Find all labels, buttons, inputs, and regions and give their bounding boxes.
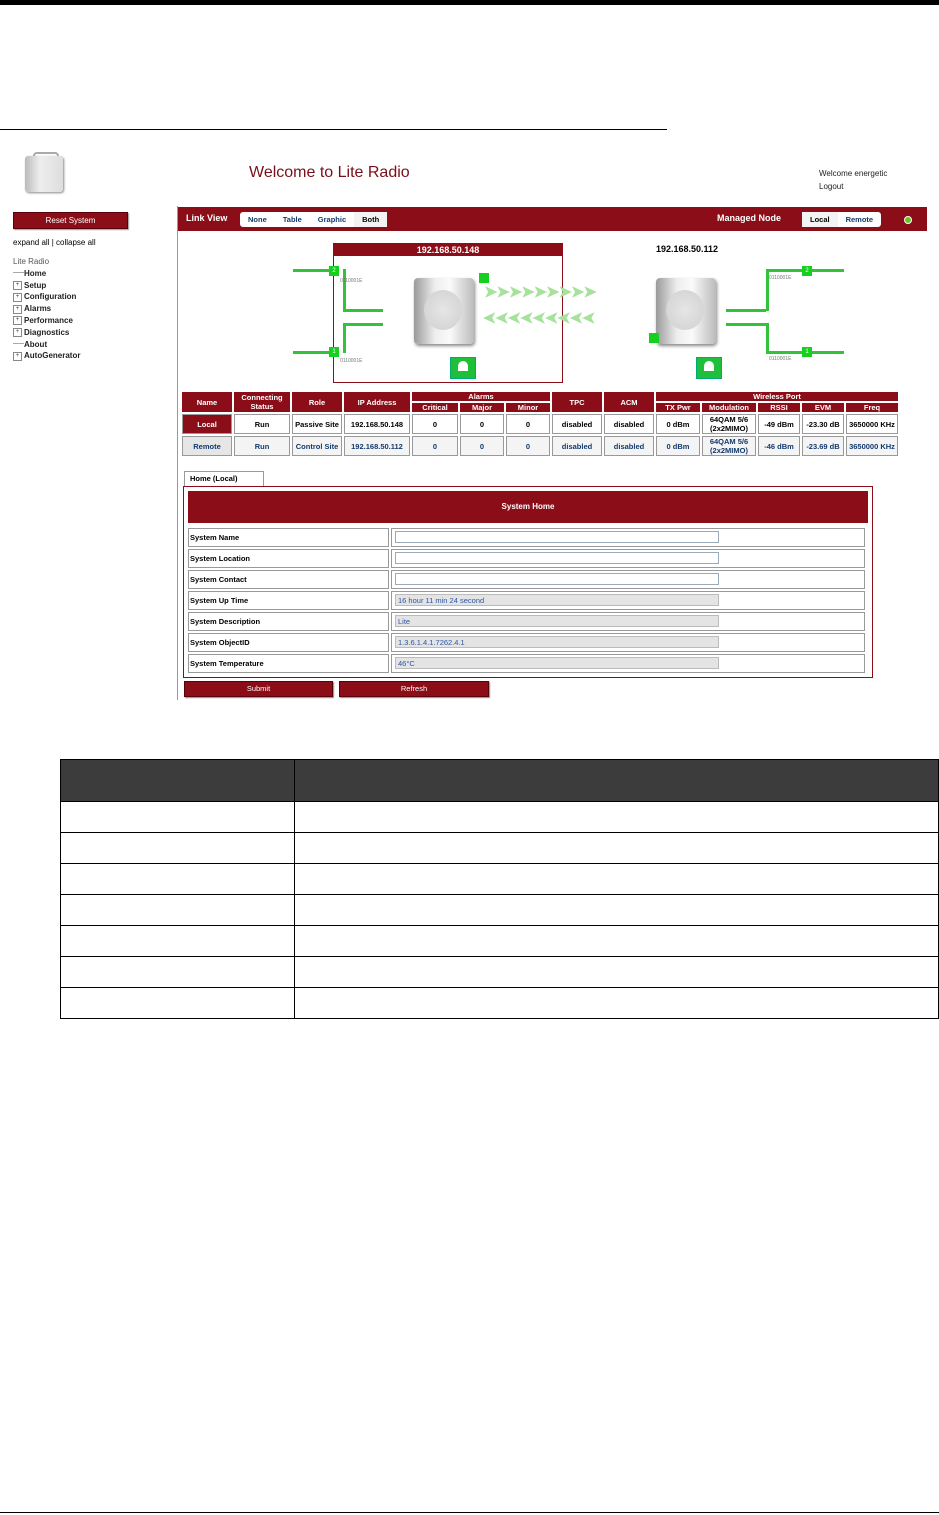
col-header: Wireless Port — [656, 392, 898, 401]
tree-item-about[interactable] — [13, 339, 80, 351]
cell — [61, 802, 295, 833]
expand-all-link[interactable]: expand all — [13, 238, 50, 247]
tree-item-diagnostics[interactable] — [13, 327, 80, 339]
link-view-options — [240, 212, 387, 227]
cell: 0 — [412, 436, 458, 456]
table-row — [61, 988, 939, 1019]
col-header: Modulation — [702, 403, 756, 412]
system-objectid-field — [395, 636, 719, 648]
system-location-input[interactable] — [395, 552, 719, 564]
wire — [726, 323, 766, 326]
col-header: IP Address — [344, 392, 410, 412]
user-area — [819, 167, 887, 193]
wire — [343, 309, 383, 312]
port-label: 0110001E — [769, 356, 792, 362]
cell: 64QAM 5/6 (2x2MIMO) — [702, 414, 756, 434]
cell: 192.168.50.148 — [344, 414, 410, 434]
status-square-icon — [649, 333, 659, 343]
nav-tree — [13, 256, 80, 362]
table-row — [61, 957, 939, 988]
cell: disabled — [552, 414, 602, 434]
link-status-table — [180, 390, 900, 458]
logout-link[interactable]: Logout — [819, 182, 844, 191]
cell: 0 — [506, 414, 550, 434]
port-2-icon[interactable]: 2 — [802, 266, 812, 276]
cell — [61, 926, 295, 957]
col-header: Critical — [412, 403, 458, 412]
cell: disabled — [604, 436, 654, 456]
cell: 3650000 KHz — [846, 414, 898, 434]
cell: Passive Site — [292, 414, 342, 434]
tree-item-label: Diagnostics — [24, 327, 70, 337]
cell: -46 dBm — [758, 436, 800, 456]
plus-icon[interactable]: + — [13, 305, 22, 314]
cell — [61, 957, 295, 988]
tree-item-setup[interactable] — [13, 280, 80, 292]
cell — [61, 988, 295, 1019]
plus-icon[interactable]: + — [13, 293, 22, 302]
port-label: 0110001E — [340, 278, 363, 284]
col-header: Role — [292, 392, 342, 412]
field-label: System Description — [188, 612, 389, 631]
field-label: System Contact — [188, 570, 389, 589]
field-system-contact — [188, 570, 868, 589]
port-1-icon[interactable]: 1 — [802, 347, 812, 357]
cell: 64QAM 5/6 (2x2MIMO) — [702, 436, 756, 456]
cell: 3650000 KHz — [846, 436, 898, 456]
col-header: TPC — [552, 392, 602, 412]
cell: 0 — [506, 436, 550, 456]
alarm-bell-icon[interactable] — [696, 357, 722, 379]
field-system-location — [188, 549, 868, 568]
plus-icon[interactable]: + — [13, 316, 22, 325]
page-title: Welcome to Lite Radio — [249, 164, 410, 181]
header-cell — [294, 760, 938, 802]
cell — [61, 833, 295, 864]
field-label: System ObjectID — [188, 633, 389, 652]
radio-device-logo-icon — [25, 152, 65, 192]
wire — [766, 323, 769, 353]
field-system-name — [188, 528, 868, 547]
refresh-button[interactable]: Refresh — [339, 681, 489, 697]
table-row — [61, 926, 939, 957]
cell — [294, 957, 938, 988]
row-name-local[interactable]: Local — [182, 414, 232, 434]
tree-item-home[interactable] — [13, 268, 80, 280]
table-row — [61, 833, 939, 864]
cell: 0 — [460, 414, 504, 434]
reset-system-button[interactable]: Reset System — [13, 212, 128, 229]
plus-icon[interactable]: + — [13, 352, 22, 361]
field-label: System Location — [188, 549, 389, 568]
field-label: System Name — [188, 528, 389, 547]
link-view-graphic[interactable]: Graphic — [317, 215, 347, 224]
wire — [343, 323, 383, 326]
managed-node-remote[interactable]: Remote — [845, 215, 874, 224]
header-rule — [0, 129, 667, 130]
table-header-row — [61, 760, 939, 802]
tab-home-local[interactable]: Home (Local) — [184, 471, 264, 486]
cell: -49 dBm — [758, 414, 800, 434]
local-ip-label: 192.168.50.148 — [334, 244, 562, 256]
cell — [61, 864, 295, 895]
col-header: Alarms — [412, 392, 550, 401]
cell — [294, 864, 938, 895]
col-header: TX Pwr — [656, 403, 700, 412]
link-view-table[interactable]: Table — [282, 215, 302, 224]
field-label: System Up Time — [188, 591, 389, 610]
collapse-all-link[interactable]: collapse all — [56, 238, 96, 247]
system-home-panel — [183, 486, 873, 678]
port-label: 0110001E — [769, 275, 792, 281]
panel-title: System Home — [188, 491, 868, 523]
managed-node-local[interactable]: Local — [802, 212, 838, 227]
link-view-bar — [178, 207, 927, 231]
tree-item-configuration[interactable] — [13, 291, 80, 303]
header-cell — [61, 760, 295, 802]
cell: 0 dBm — [656, 414, 700, 434]
link-view-none[interactable]: None — [248, 215, 267, 224]
wire — [343, 269, 346, 309]
table-row — [182, 414, 898, 434]
table-row — [61, 895, 939, 926]
wire — [343, 323, 346, 353]
tree-item-label: About — [24, 339, 48, 349]
managed-node-options — [802, 212, 881, 227]
cell: Run — [234, 436, 290, 456]
status-led-icon — [904, 216, 912, 224]
col-header: Minor — [506, 403, 550, 412]
field-label: System Temperature — [188, 654, 389, 673]
welcome-text: Welcome energetic — [819, 169, 888, 178]
tree-item-alarms[interactable] — [13, 303, 80, 315]
remote-ip-label: 192.168.50.112 — [656, 244, 719, 254]
cell: disabled — [604, 414, 654, 434]
table-row — [61, 864, 939, 895]
footer-rule — [0, 1512, 939, 1513]
remote-radio-icon[interactable] — [656, 278, 716, 344]
local-radio-icon[interactable] — [414, 278, 474, 344]
tree-item-performance[interactable] — [13, 315, 80, 327]
tree-item-autogenerator[interactable] — [13, 350, 80, 362]
tree-item-label: Alarms — [24, 304, 52, 314]
port-label: 0110001E — [340, 358, 363, 364]
col-header: Major — [460, 403, 504, 412]
tree-item-label: AutoGenerator — [24, 351, 81, 361]
plus-icon[interactable]: + — [13, 281, 22, 290]
cell: disabled — [552, 436, 602, 456]
port-2-icon[interactable]: 2 — [329, 266, 339, 276]
field-system-temperature — [188, 654, 868, 673]
row-name-remote[interactable]: Remote — [182, 436, 232, 456]
cell — [294, 926, 938, 957]
system-name-input[interactable] — [395, 531, 719, 543]
port-1-icon[interactable]: 1 — [329, 347, 339, 357]
alarm-bell-icon[interactable] — [450, 357, 476, 379]
tree-item-label: Setup — [24, 280, 47, 290]
col-header: RSSI — [758, 403, 800, 412]
field-system-description — [188, 612, 868, 631]
link-view-both[interactable]: Both — [354, 212, 387, 227]
system-contact-input[interactable] — [395, 573, 719, 585]
submit-button[interactable]: Submit — [184, 681, 333, 697]
tree-item-label: Performance — [24, 315, 73, 325]
col-header: Freq — [846, 403, 898, 412]
cell: -23.69 dB — [802, 436, 844, 456]
cell: -23.30 dB — [802, 414, 844, 434]
plus-icon[interactable]: + — [13, 328, 22, 337]
cell: 192.168.50.112 — [344, 436, 410, 456]
tree-item-label: Home — [24, 268, 47, 278]
tree-controls — [13, 238, 96, 247]
top-rule — [0, 0, 939, 5]
cell: 0 — [460, 436, 504, 456]
col-header: Connecting Status — [234, 392, 290, 412]
tree-root[interactable]: Lite Radio — [13, 257, 50, 266]
cell — [294, 988, 938, 1019]
field-system-uptime — [188, 591, 868, 610]
system-uptime-field — [395, 594, 719, 606]
system-temperature-field — [395, 657, 719, 669]
table-row — [182, 436, 898, 456]
cell: Control Site — [292, 436, 342, 456]
arrows-left-icon: ➤➤➤➤➤➤➤➤➤ — [484, 310, 596, 327]
link-graphic — [178, 231, 927, 388]
col-header: ACM — [604, 392, 654, 412]
cell — [294, 802, 938, 833]
cell: 0 dBm — [656, 436, 700, 456]
link-view-label: Link View — [186, 213, 228, 223]
wire — [726, 309, 766, 312]
cell — [294, 833, 938, 864]
cell: Run — [234, 414, 290, 434]
col-header: Name — [182, 392, 232, 412]
separator: | — [51, 238, 54, 247]
field-system-objectid — [188, 633, 868, 652]
cell — [61, 895, 295, 926]
system-description-field — [395, 615, 719, 627]
arrows-right-icon: ➤➤➤➤➤➤➤➤➤ — [484, 284, 596, 301]
table-row — [61, 802, 939, 833]
document-table — [60, 759, 939, 1019]
managed-node-label: Managed Node — [717, 213, 782, 223]
col-header: EVM — [802, 403, 844, 412]
cell — [294, 895, 938, 926]
tree-item-label: Configuration — [24, 292, 77, 302]
app-screenshot — [8, 140, 930, 700]
cell: 0 — [412, 414, 458, 434]
